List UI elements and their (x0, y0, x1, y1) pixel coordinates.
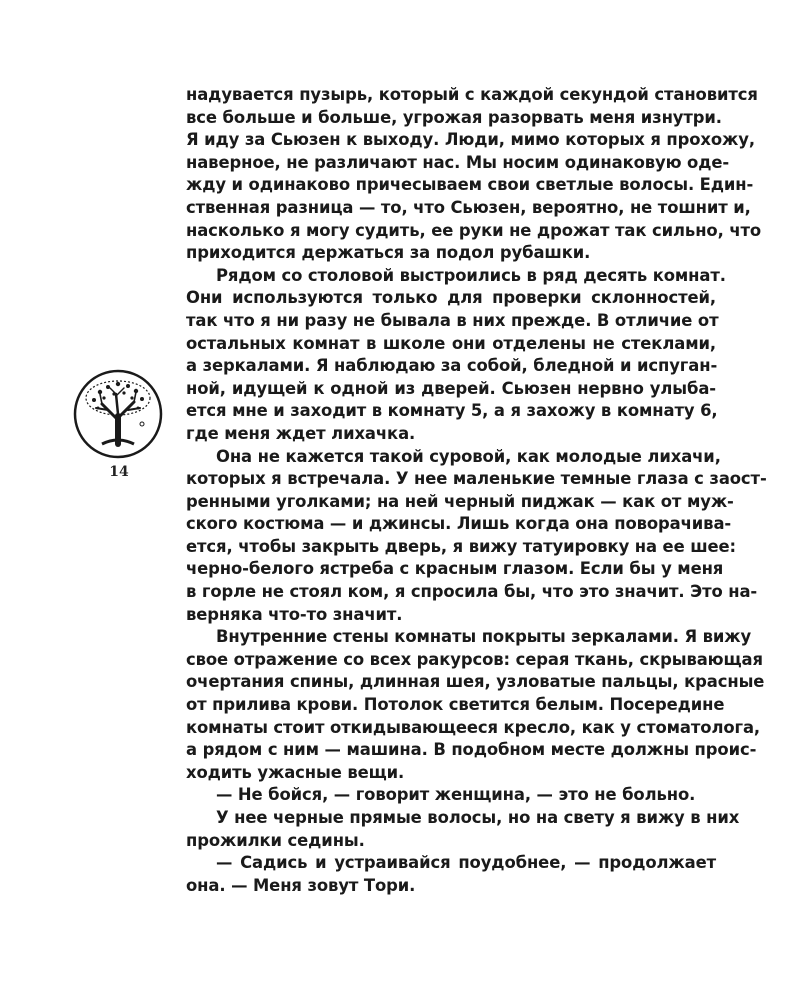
tree-branches (96, 388, 140, 444)
text-line: очертания спины, длинная шея, узловатые пальцы, красные (186, 672, 765, 692)
text-line: где меня ждет лихачка. (186, 423, 416, 443)
emblem-dot (140, 422, 144, 426)
text-line: она. — Меня зовут Тори. (186, 875, 416, 895)
tree-in-circle-icon (72, 368, 164, 460)
text-line: приходится держаться за подол рубашки. (186, 243, 591, 263)
text-line: надувается пузырь, который с каждой секундой становится (186, 85, 758, 104)
text-line: ственная разница — то, что Сьюзен, вероятно, не тошнит и, (186, 197, 751, 217)
text-line: а рядом с ним — машина. В подобном месте должны проис- (186, 740, 757, 760)
text-line: ренными уголками; на ней черный пиджак — как от муж- (186, 491, 734, 511)
text-line: — Садись и устраивайся поудобнее, — продолжает (216, 853, 716, 873)
text-line: все больше и больше, угрожая разорвать меня изнутри. (186, 107, 722, 127)
text-line: Внутренние стены комнаты покрыты зеркалами. Я вижу (216, 627, 752, 647)
text-line: Я иду за Сьюзен к выходу. Люди, мимо которых я прохожу, (186, 130, 755, 150)
text-line: прожилки седины. (186, 830, 365, 850)
text-line: которых я встречала. У нее маленькие темные глаза с заост- (186, 469, 767, 489)
text-line: ется мне и заходит в комнату 5, а я захожу в комнату 6, (186, 401, 718, 421)
text-line: ходить ужасные вещи. (186, 762, 405, 782)
text-line: верняка что-то значит. (186, 604, 403, 624)
text-line: ной, идущей к одной из дверей. Сьюзен нервно улыба- (186, 378, 716, 398)
text-line: насколько я могу судить, ее руки не дрожат так сильно, что (186, 220, 762, 240)
text-line: жду и одинаково причесываем свои светлые волосы. Един- (186, 175, 754, 195)
text-line: наверное, не различают нас. Мы носим одинаковую оде- (186, 152, 730, 172)
text-line: свое отражение со всех ракурсов: серая ткань, скрывающая (186, 649, 763, 669)
text-line: так что я ни разу не бывала в них прежде. В отличие от (186, 310, 719, 330)
text-line: — Не бойся, — говорит женщина, — это не больно. (216, 785, 696, 805)
text-line: остальных комнат в школе они отделены не стеклами, (186, 333, 716, 353)
text-line: Они используются только для проверки склонностей, (186, 288, 716, 308)
text-line: ского костюма — и джинсы. Лишь когда она поворачива- (186, 514, 732, 534)
text-line: в горле не стоял ком, я спросила бы, что это значит. Это на- (186, 582, 758, 602)
text-line: У нее черные прямые волосы, но на свету я вижу в них (216, 808, 740, 827)
text-line: Рядом со столовой выстроились в ряд десять комнат. (216, 265, 726, 285)
text-line: Она не кажется такой суровой, как молодые лихачи, (216, 446, 721, 466)
body-text (186, 84, 767, 897)
text-line: комнаты стоит откидывающееся кресло, как у стоматолога, (186, 717, 761, 737)
text-line: черно-белого ястреба с красным глазом. Если бы у меня (186, 559, 724, 579)
text-line: а зеркалами. Я наблюдаю за собой, бледной и испуган- (186, 356, 718, 376)
text-line: от прилива крови. Потолок светится белым. Посередине (186, 695, 725, 715)
page-number: 14 (109, 464, 129, 480)
text-line: ется, чтобы закрыть дверь, я вижу татуировку на ее шее: (186, 536, 736, 556)
